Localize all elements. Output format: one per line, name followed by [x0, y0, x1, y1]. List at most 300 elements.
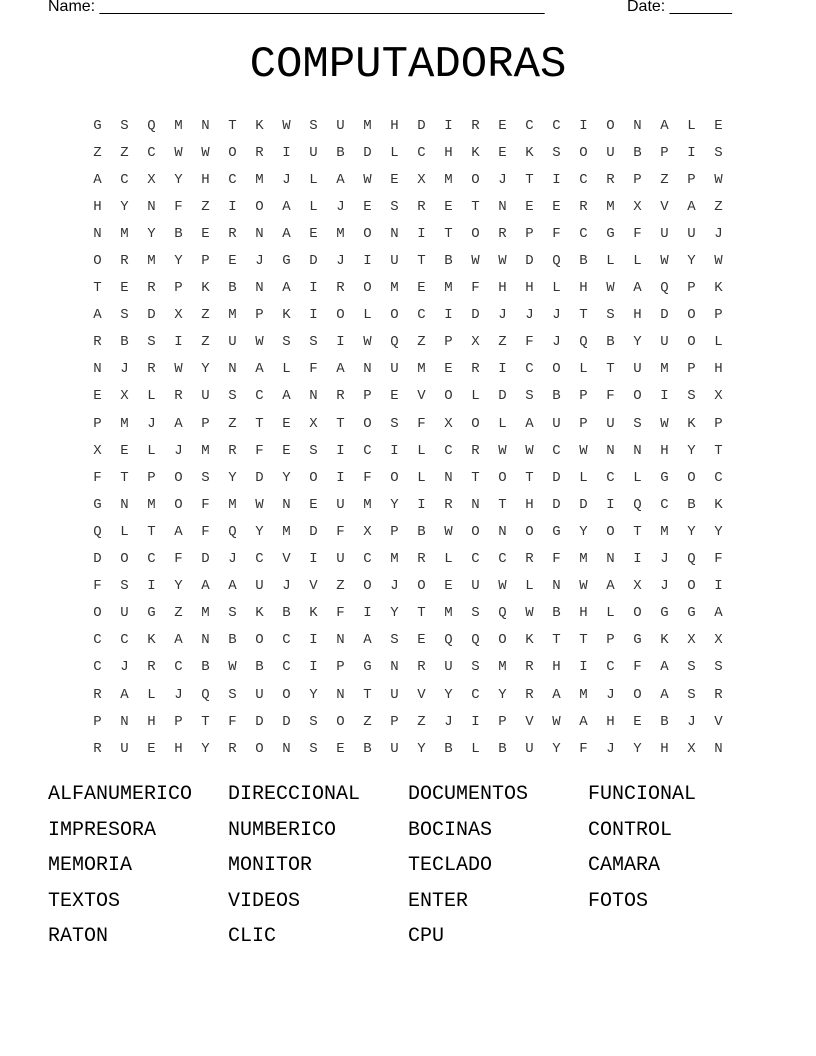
- grid-letter: C: [498, 551, 507, 568]
- grid-letter: S: [714, 659, 723, 676]
- grid-letter: Z: [660, 171, 669, 188]
- grid-letter: K: [201, 280, 210, 297]
- grid-row: [84, 193, 732, 220]
- grid-letter: G: [687, 605, 696, 622]
- grid-letter: R: [471, 442, 480, 459]
- grid-letter: W: [174, 361, 183, 378]
- grid-letter: U: [606, 415, 615, 432]
- grid-letter: D: [417, 117, 426, 134]
- grid-letter: O: [363, 225, 372, 242]
- grid-letter: N: [201, 632, 210, 649]
- grid-letter: Z: [336, 578, 345, 595]
- grid-letter: I: [147, 578, 156, 595]
- grid-letter: R: [147, 361, 156, 378]
- grid-letter: M: [444, 171, 453, 188]
- grid-letter: I: [579, 117, 588, 134]
- grid-letter: X: [633, 578, 642, 595]
- grid-letter: R: [228, 225, 237, 242]
- grid-letter: Y: [687, 523, 696, 540]
- grid-letter: Q: [93, 523, 102, 540]
- grid-letter: O: [606, 117, 615, 134]
- grid-letter: H: [390, 117, 399, 134]
- word-list-item: FOTOS: [588, 889, 649, 913]
- grid-letter: C: [552, 117, 561, 134]
- grid-letter: Y: [174, 253, 183, 270]
- grid-letter: E: [309, 496, 318, 513]
- grid-letter: K: [714, 496, 723, 513]
- grid-letter: R: [606, 171, 615, 188]
- grid-letter: W: [201, 144, 210, 161]
- grid-letter: L: [471, 740, 480, 757]
- grid-letter: T: [579, 307, 588, 324]
- grid-letter: O: [363, 415, 372, 432]
- word-list-item: BOCINAS: [408, 818, 493, 842]
- grid-letter: E: [363, 198, 372, 215]
- grid-letter: F: [714, 551, 723, 568]
- grid-letter: D: [525, 253, 534, 270]
- grid-letter: S: [687, 686, 696, 703]
- grid-letter: L: [417, 442, 426, 459]
- grid-letter: Y: [579, 523, 588, 540]
- grid-letter: R: [147, 659, 156, 676]
- grid-letter: A: [660, 686, 669, 703]
- grid-letter: A: [174, 632, 183, 649]
- grid-letter: Z: [228, 415, 237, 432]
- grid-letter: O: [309, 469, 318, 486]
- grid-letter: C: [579, 171, 588, 188]
- grid-letter: N: [444, 469, 453, 486]
- grid-letter: I: [390, 442, 399, 459]
- grid-letter: O: [255, 740, 264, 757]
- grid-row: [84, 437, 732, 464]
- grid-letter: Y: [714, 523, 723, 540]
- grid-letter: I: [309, 280, 318, 297]
- grid-letter: T: [525, 171, 534, 188]
- grid-letter: H: [579, 280, 588, 297]
- grid-letter: O: [471, 171, 480, 188]
- grid-row: [84, 464, 732, 491]
- grid-letter: I: [552, 171, 561, 188]
- grid-letter: D: [309, 253, 318, 270]
- grid-letter: B: [444, 740, 453, 757]
- grid-letter: H: [579, 605, 588, 622]
- grid-letter: E: [417, 280, 426, 297]
- grid-letter: B: [363, 740, 372, 757]
- grid-letter: W: [606, 280, 615, 297]
- grid-letter: T: [201, 713, 210, 730]
- grid-letter: A: [93, 171, 102, 188]
- grid-letter: N: [309, 388, 318, 405]
- grid-letter: Q: [633, 496, 642, 513]
- grid-letter: Q: [444, 632, 453, 649]
- grid-letter: H: [174, 740, 183, 757]
- grid-letter: N: [282, 496, 291, 513]
- grid-letter: Q: [498, 605, 507, 622]
- grid-row: [84, 166, 732, 193]
- grid-letter: O: [228, 144, 237, 161]
- grid-letter: T: [417, 605, 426, 622]
- grid-letter: B: [606, 334, 615, 351]
- grid-letter: H: [660, 442, 669, 459]
- grid-letter: N: [282, 740, 291, 757]
- grid-letter: P: [525, 225, 534, 242]
- grid-letter: K: [255, 117, 264, 134]
- grid-row: [84, 410, 732, 437]
- grid-letter: O: [471, 415, 480, 432]
- grid-letter: U: [390, 253, 399, 270]
- grid-letter: K: [660, 632, 669, 649]
- grid-letter: M: [417, 361, 426, 378]
- grid-letter: Q: [228, 523, 237, 540]
- grid-letter: U: [471, 578, 480, 595]
- grid-letter: N: [93, 361, 102, 378]
- grid-letter: W: [228, 659, 237, 676]
- grid-letter: B: [120, 334, 129, 351]
- grid-letter: R: [525, 659, 534, 676]
- grid-letter: F: [309, 361, 318, 378]
- grid-letter: Z: [417, 713, 426, 730]
- grid-letter: O: [390, 307, 399, 324]
- grid-letter: O: [255, 632, 264, 649]
- grid-letter: K: [282, 307, 291, 324]
- grid-letter: J: [228, 551, 237, 568]
- grid-letter: G: [552, 523, 561, 540]
- grid-letter: C: [282, 659, 291, 676]
- grid-letter: Y: [228, 469, 237, 486]
- grid-letter: R: [417, 551, 426, 568]
- grid-letter: P: [498, 713, 507, 730]
- grid-letter: J: [606, 740, 615, 757]
- grid-letter: Y: [390, 496, 399, 513]
- grid-letter: Y: [201, 740, 210, 757]
- grid-letter: N: [606, 442, 615, 459]
- grid-letter: I: [498, 361, 507, 378]
- grid-letter: T: [147, 523, 156, 540]
- grid-letter: M: [201, 605, 210, 622]
- grid-letter: P: [93, 713, 102, 730]
- grid-letter: W: [498, 442, 507, 459]
- grid-letter: M: [147, 253, 156, 270]
- grid-letter: O: [687, 307, 696, 324]
- grid-letter: A: [120, 686, 129, 703]
- word-list-item: DIRECCIONAL: [228, 783, 361, 806]
- grid-letter: F: [471, 280, 480, 297]
- grid-letter: X: [93, 442, 102, 459]
- grid-letter: C: [552, 442, 561, 459]
- grid-letter: O: [606, 523, 615, 540]
- grid-letter: C: [660, 496, 669, 513]
- grid-letter: L: [579, 361, 588, 378]
- grid-letter: M: [444, 280, 453, 297]
- grid-letter: C: [606, 469, 615, 486]
- grid-letter: E: [498, 144, 507, 161]
- grid-letter: F: [417, 415, 426, 432]
- grid-letter: E: [282, 415, 291, 432]
- word-list-item: CLIC: [228, 925, 277, 949]
- grid-letter: I: [363, 253, 372, 270]
- grid-letter: P: [174, 280, 183, 297]
- grid-letter: K: [525, 632, 534, 649]
- grid-letter: L: [282, 361, 291, 378]
- grid-letter: H: [606, 713, 615, 730]
- grid-letter: F: [174, 551, 183, 568]
- grid-letter: T: [93, 280, 102, 297]
- grid-letter: N: [201, 117, 210, 134]
- grid-letter: H: [498, 280, 507, 297]
- grid-row: [84, 329, 732, 356]
- grid-letter: P: [606, 632, 615, 649]
- grid-letter: V: [660, 198, 669, 215]
- grid-letter: C: [120, 632, 129, 649]
- grid-letter: K: [309, 605, 318, 622]
- grid-letter: O: [336, 307, 345, 324]
- grid-letter: Z: [714, 198, 723, 215]
- grid-letter: A: [282, 198, 291, 215]
- grid-letter: C: [255, 551, 264, 568]
- grid-letter: T: [417, 253, 426, 270]
- grid-letter: W: [363, 334, 372, 351]
- grid-letter: S: [390, 198, 399, 215]
- grid-letter: Z: [201, 307, 210, 324]
- grid-letter: P: [687, 171, 696, 188]
- grid-letter: J: [120, 659, 129, 676]
- grid-letter: I: [471, 713, 480, 730]
- grid-letter: I: [606, 496, 615, 513]
- grid-letter: J: [390, 578, 399, 595]
- grid-letter: P: [363, 388, 372, 405]
- grid-letter: B: [660, 713, 669, 730]
- word-list-item: ALFANUMERICO: [48, 783, 193, 806]
- grid-letter: X: [309, 415, 318, 432]
- grid-letter: P: [201, 415, 210, 432]
- grid-letter: J: [714, 225, 723, 242]
- grid-letter: Q: [390, 334, 399, 351]
- grid-row: [84, 383, 732, 410]
- grid-letter: Y: [201, 361, 210, 378]
- grid-letter: L: [120, 523, 129, 540]
- grid-letter: R: [120, 253, 129, 270]
- grid-row: [84, 302, 732, 329]
- grid-letter: U: [552, 415, 561, 432]
- grid-letter: U: [255, 686, 264, 703]
- grid-letter: S: [633, 415, 642, 432]
- grid-letter: S: [309, 740, 318, 757]
- grid-letter: J: [660, 551, 669, 568]
- grid-letter: C: [174, 659, 183, 676]
- grid-letter: W: [471, 253, 480, 270]
- grid-letter: L: [606, 605, 615, 622]
- grid-letter: T: [471, 469, 480, 486]
- grid-letter: A: [525, 415, 534, 432]
- grid-letter: V: [309, 578, 318, 595]
- grid-letter: I: [336, 334, 345, 351]
- grid-letter: A: [282, 388, 291, 405]
- grid-letter: W: [255, 334, 264, 351]
- grid-letter: D: [363, 144, 372, 161]
- grid-letter: T: [579, 632, 588, 649]
- grid-letter: M: [390, 551, 399, 568]
- grid-letter: W: [579, 442, 588, 459]
- grid-letter: R: [93, 740, 102, 757]
- grid-letter: M: [660, 361, 669, 378]
- grid-letter: J: [660, 578, 669, 595]
- grid-letter: M: [228, 307, 237, 324]
- grid-letter: M: [606, 198, 615, 215]
- grid-letter: F: [201, 496, 210, 513]
- grid-letter: O: [93, 253, 102, 270]
- word-list-item: CAMARA: [588, 854, 661, 878]
- grid-letter: R: [228, 740, 237, 757]
- grid-letter: N: [498, 198, 507, 215]
- grid-letter: U: [336, 496, 345, 513]
- grid-letter: V: [525, 713, 534, 730]
- grid-letter: C: [93, 632, 102, 649]
- grid-letter: B: [174, 225, 183, 242]
- grid-letter: E: [525, 198, 534, 215]
- grid-letter: Q: [471, 632, 480, 649]
- grid-letter: A: [174, 415, 183, 432]
- grid-letter: V: [417, 686, 426, 703]
- grid-letter: O: [633, 605, 642, 622]
- grid-letter: S: [147, 334, 156, 351]
- grid-letter: I: [687, 144, 696, 161]
- grid-letter: O: [687, 469, 696, 486]
- word-list-item: CPU: [408, 925, 445, 949]
- grid-letter: E: [228, 253, 237, 270]
- grid-letter: M: [444, 605, 453, 622]
- grid-letter: L: [417, 469, 426, 486]
- grid-letter: Q: [687, 551, 696, 568]
- grid-letter: B: [498, 740, 507, 757]
- grid-letter: L: [714, 334, 723, 351]
- grid-letter: C: [255, 388, 264, 405]
- grid-letter: S: [552, 144, 561, 161]
- grid-letter: W: [498, 253, 507, 270]
- grid-row: [84, 220, 732, 247]
- grid-letter: J: [147, 415, 156, 432]
- grid-letter: M: [282, 523, 291, 540]
- grid-letter: O: [444, 388, 453, 405]
- grid-letter: W: [363, 171, 372, 188]
- grid-letter: R: [579, 198, 588, 215]
- grid-letter: N: [633, 442, 642, 459]
- grid-letter: L: [525, 578, 534, 595]
- grid-letter: P: [444, 334, 453, 351]
- grid-letter: O: [120, 551, 129, 568]
- grid-letter: U: [228, 334, 237, 351]
- grid-letter: E: [282, 442, 291, 459]
- grid-letter: N: [336, 686, 345, 703]
- grid-letter: W: [498, 578, 507, 595]
- word-list-item: ENTER: [408, 889, 469, 913]
- grid-letter: L: [552, 280, 561, 297]
- grid-letter: I: [309, 551, 318, 568]
- grid-row: [84, 573, 732, 600]
- grid-letter: J: [282, 578, 291, 595]
- grid-letter: L: [471, 388, 480, 405]
- grid-letter: H: [660, 740, 669, 757]
- word-list-item: RATON: [48, 925, 109, 949]
- grid-letter: E: [444, 578, 453, 595]
- grid-letter: L: [444, 551, 453, 568]
- grid-letter: B: [336, 144, 345, 161]
- grid-letter: R: [525, 686, 534, 703]
- grid-letter: P: [93, 415, 102, 432]
- grid-letter: Z: [201, 198, 210, 215]
- grid-letter: E: [93, 388, 102, 405]
- grid-letter: I: [660, 388, 669, 405]
- grid-letter: Z: [417, 334, 426, 351]
- grid-letter: D: [309, 523, 318, 540]
- grid-letter: F: [228, 713, 237, 730]
- grid-letter: U: [390, 740, 399, 757]
- grid-letter: N: [228, 361, 237, 378]
- grid-letter: C: [525, 361, 534, 378]
- grid-letter: I: [444, 117, 453, 134]
- grid-letter: W: [525, 442, 534, 459]
- grid-row: [84, 247, 732, 274]
- grid-letter: F: [201, 523, 210, 540]
- grid-letter: F: [579, 740, 588, 757]
- grid-letter: L: [633, 469, 642, 486]
- grid-letter: Y: [390, 605, 399, 622]
- grid-letter: R: [147, 280, 156, 297]
- grid-letter: J: [552, 334, 561, 351]
- grid-letter: T: [336, 415, 345, 432]
- grid-letter: U: [120, 605, 129, 622]
- grid-letter: Z: [120, 144, 129, 161]
- grid-letter: C: [417, 307, 426, 324]
- grid-letter: O: [363, 578, 372, 595]
- grid-letter: N: [93, 225, 102, 242]
- grid-letter: T: [120, 469, 129, 486]
- grid-letter: J: [255, 253, 264, 270]
- grid-letter: X: [147, 171, 156, 188]
- word-list-item: MEMORIA: [48, 854, 133, 878]
- grid-letter: I: [309, 307, 318, 324]
- grid-letter: R: [93, 686, 102, 703]
- grid-letter: T: [471, 198, 480, 215]
- grid-letter: C: [363, 442, 372, 459]
- grid-letter: P: [336, 659, 345, 676]
- grid-letter: L: [147, 388, 156, 405]
- grid-letter: H: [93, 198, 102, 215]
- grid-letter: N: [120, 713, 129, 730]
- grid-letter: A: [714, 605, 723, 622]
- grid-letter: B: [633, 144, 642, 161]
- word-list-item: TECLADO: [408, 854, 493, 878]
- grid-letter: P: [255, 307, 264, 324]
- grid-letter: Q: [579, 334, 588, 351]
- grid-letter: R: [471, 117, 480, 134]
- grid-letter: C: [120, 171, 129, 188]
- grid-letter: J: [120, 361, 129, 378]
- grid-letter: J: [336, 198, 345, 215]
- grid-letter: C: [579, 225, 588, 242]
- grid-letter: N: [363, 361, 372, 378]
- grid-letter: X: [120, 388, 129, 405]
- grid-letter: J: [498, 171, 507, 188]
- grid-letter: I: [633, 551, 642, 568]
- grid-letter: M: [255, 171, 264, 188]
- grid-letter: A: [174, 523, 183, 540]
- grid-letter: O: [363, 280, 372, 297]
- grid-letter: S: [687, 388, 696, 405]
- grid-letter: S: [606, 307, 615, 324]
- grid-letter: E: [444, 198, 453, 215]
- grid-letter: L: [687, 117, 696, 134]
- grid-letter: T: [444, 225, 453, 242]
